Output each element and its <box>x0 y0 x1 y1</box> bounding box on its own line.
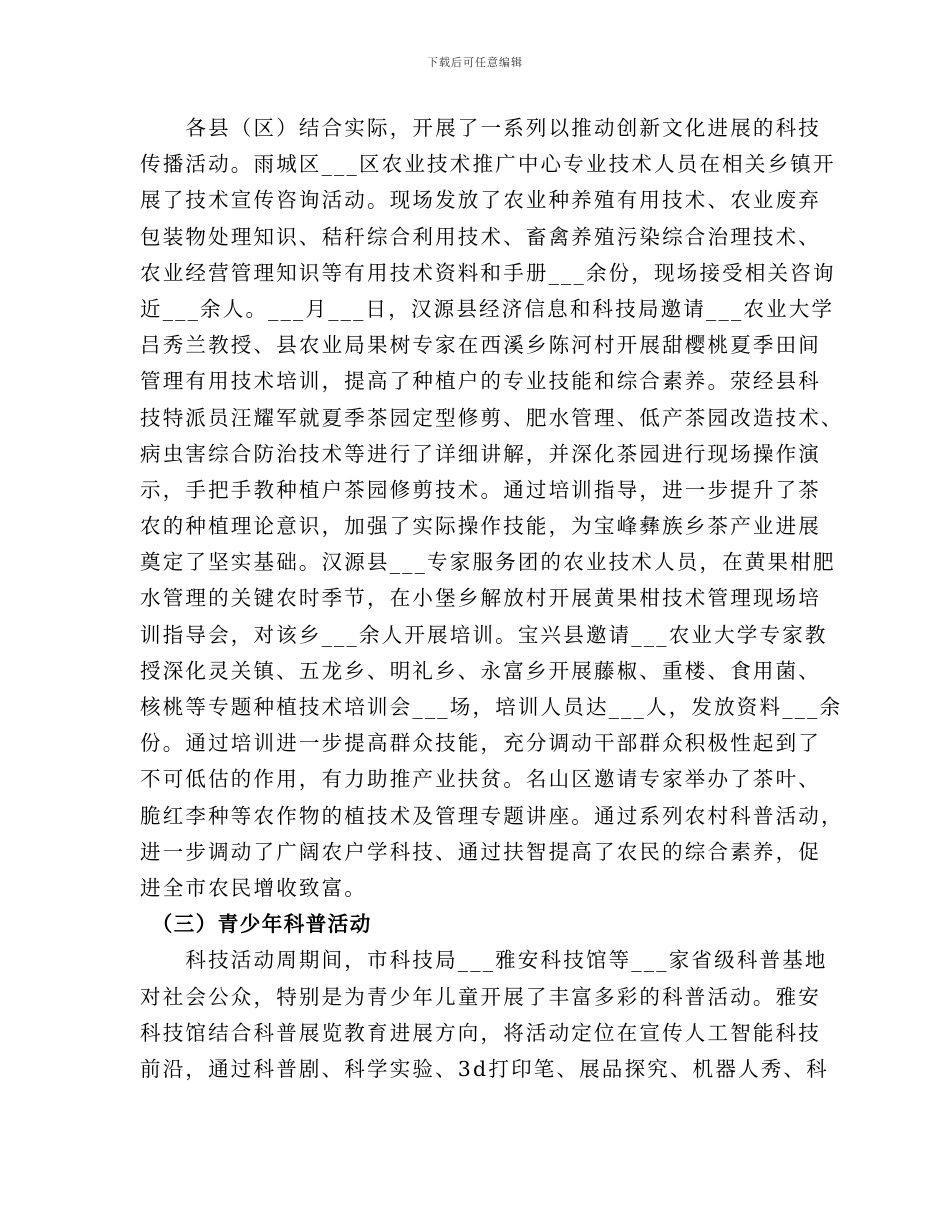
text-line: 进全市农民增收致富。 <box>140 875 367 900</box>
text-line: 不可低估的作用，有力助推产业扶贫。名山区邀请专家举办了茶叶、 <box>140 767 821 792</box>
text-line: 水管理的关键农时季节，在小堡乡解放村开展黄果柑技术管理现场培 <box>140 586 821 611</box>
text-line: 份。通过培训进一步提高群众技能，充分调动干部群众积极性起到了 <box>140 731 821 756</box>
text-line: 对社会公众，特别是为青少年儿童开展了丰富多彩的科普活动。雅安 <box>140 984 821 1009</box>
paragraph-county-activities <box>140 110 844 906</box>
paragraph-youth-activities <box>140 942 830 1087</box>
text-line: 授深化灵关镇、五龙乡、明礼乡、永富乡开展藤椒、重楼、食用菌、 <box>140 658 821 683</box>
document-body <box>140 110 844 1087</box>
text-line: 包装物处理知识、秸秆综合利用技术、畜禽养殖污染综合治理技术、 <box>140 224 821 249</box>
text-line: 管理有用技术培训，提高了种植户的专业技能和综合素养。荥经县科 <box>140 369 821 394</box>
text-line: 病虫害综合防治技术等进行了详细讲解，并深化茶园进行现场操作演 <box>140 441 821 466</box>
text-line: 训指导会，对该乡___余人开展培训。宝兴县邀请___农业大学专家教 <box>140 622 828 647</box>
text-line: 核桃等专题种植技术培训会___场，培训人员达___人，发放资料___余 <box>140 695 843 719</box>
section-heading: （三）青少年科普活动 <box>140 912 372 937</box>
text-line: 传播活动。雨城区___区农业技术推广中心专业技术人员在相关乡镇开 <box>140 152 836 177</box>
text-line: 示，手把手教种植户茶园修剪技术。通过培训指导，进一步提升了茶 <box>140 477 821 502</box>
text-line: 展了技术宣传咨询活动。现场发放了农业种养殖有用技术、农业废弃 <box>140 188 821 213</box>
text-line: 技特派员汪耀军就夏季茶园定型修剪、肥水管理、低产茶园改造技术、 <box>140 405 844 430</box>
text-line: 各县（区）结合实际，开展了一系列以推动创新文化进展的科技 <box>140 116 821 140</box>
text-line: 科技活动周期间，市科技局___雅安科技馆等___家省级科普基地 <box>140 948 828 973</box>
text-line: 进一步调动了广阔农户学科技、通过扶智提高了农民的综合素养，促 <box>140 839 821 864</box>
text-line: 农的种植理论意识，加强了实际操作技能，为宝峰彝族乡茶产业进展 <box>140 514 821 539</box>
text-line: 吕秀兰教授、县农业局果树专家在西溪乡陈河村开展甜樱桃夏季田间 <box>140 333 821 358</box>
text-line: 奠定了坚实基础。汉源县___专家服务团的农业技术人员，在黄果柑肥 <box>140 550 836 575</box>
text-line: 农业经营管理知识等有用技术资料和手册___余份，现场接受相关咨询 <box>140 260 836 285</box>
text-line: 脆红李种等农作物的植技术及管理专题讲座。通过系列农村科普活动， <box>140 803 844 828</box>
page-header: 下载后可任意编辑 <box>427 56 523 69</box>
text-line: 近___余人。___月___日，汉源县经济信息和科技局邀请___农业大学 <box>140 296 835 321</box>
text-line: 科技馆结合科普展览教育进展方向，将活动定位在宣传人工智能科技 <box>140 1020 821 1045</box>
text-line: 前沿，通过科普剧、科学实验、3d打印笔、展品探究、机器人秀、科 <box>140 1056 829 1081</box>
